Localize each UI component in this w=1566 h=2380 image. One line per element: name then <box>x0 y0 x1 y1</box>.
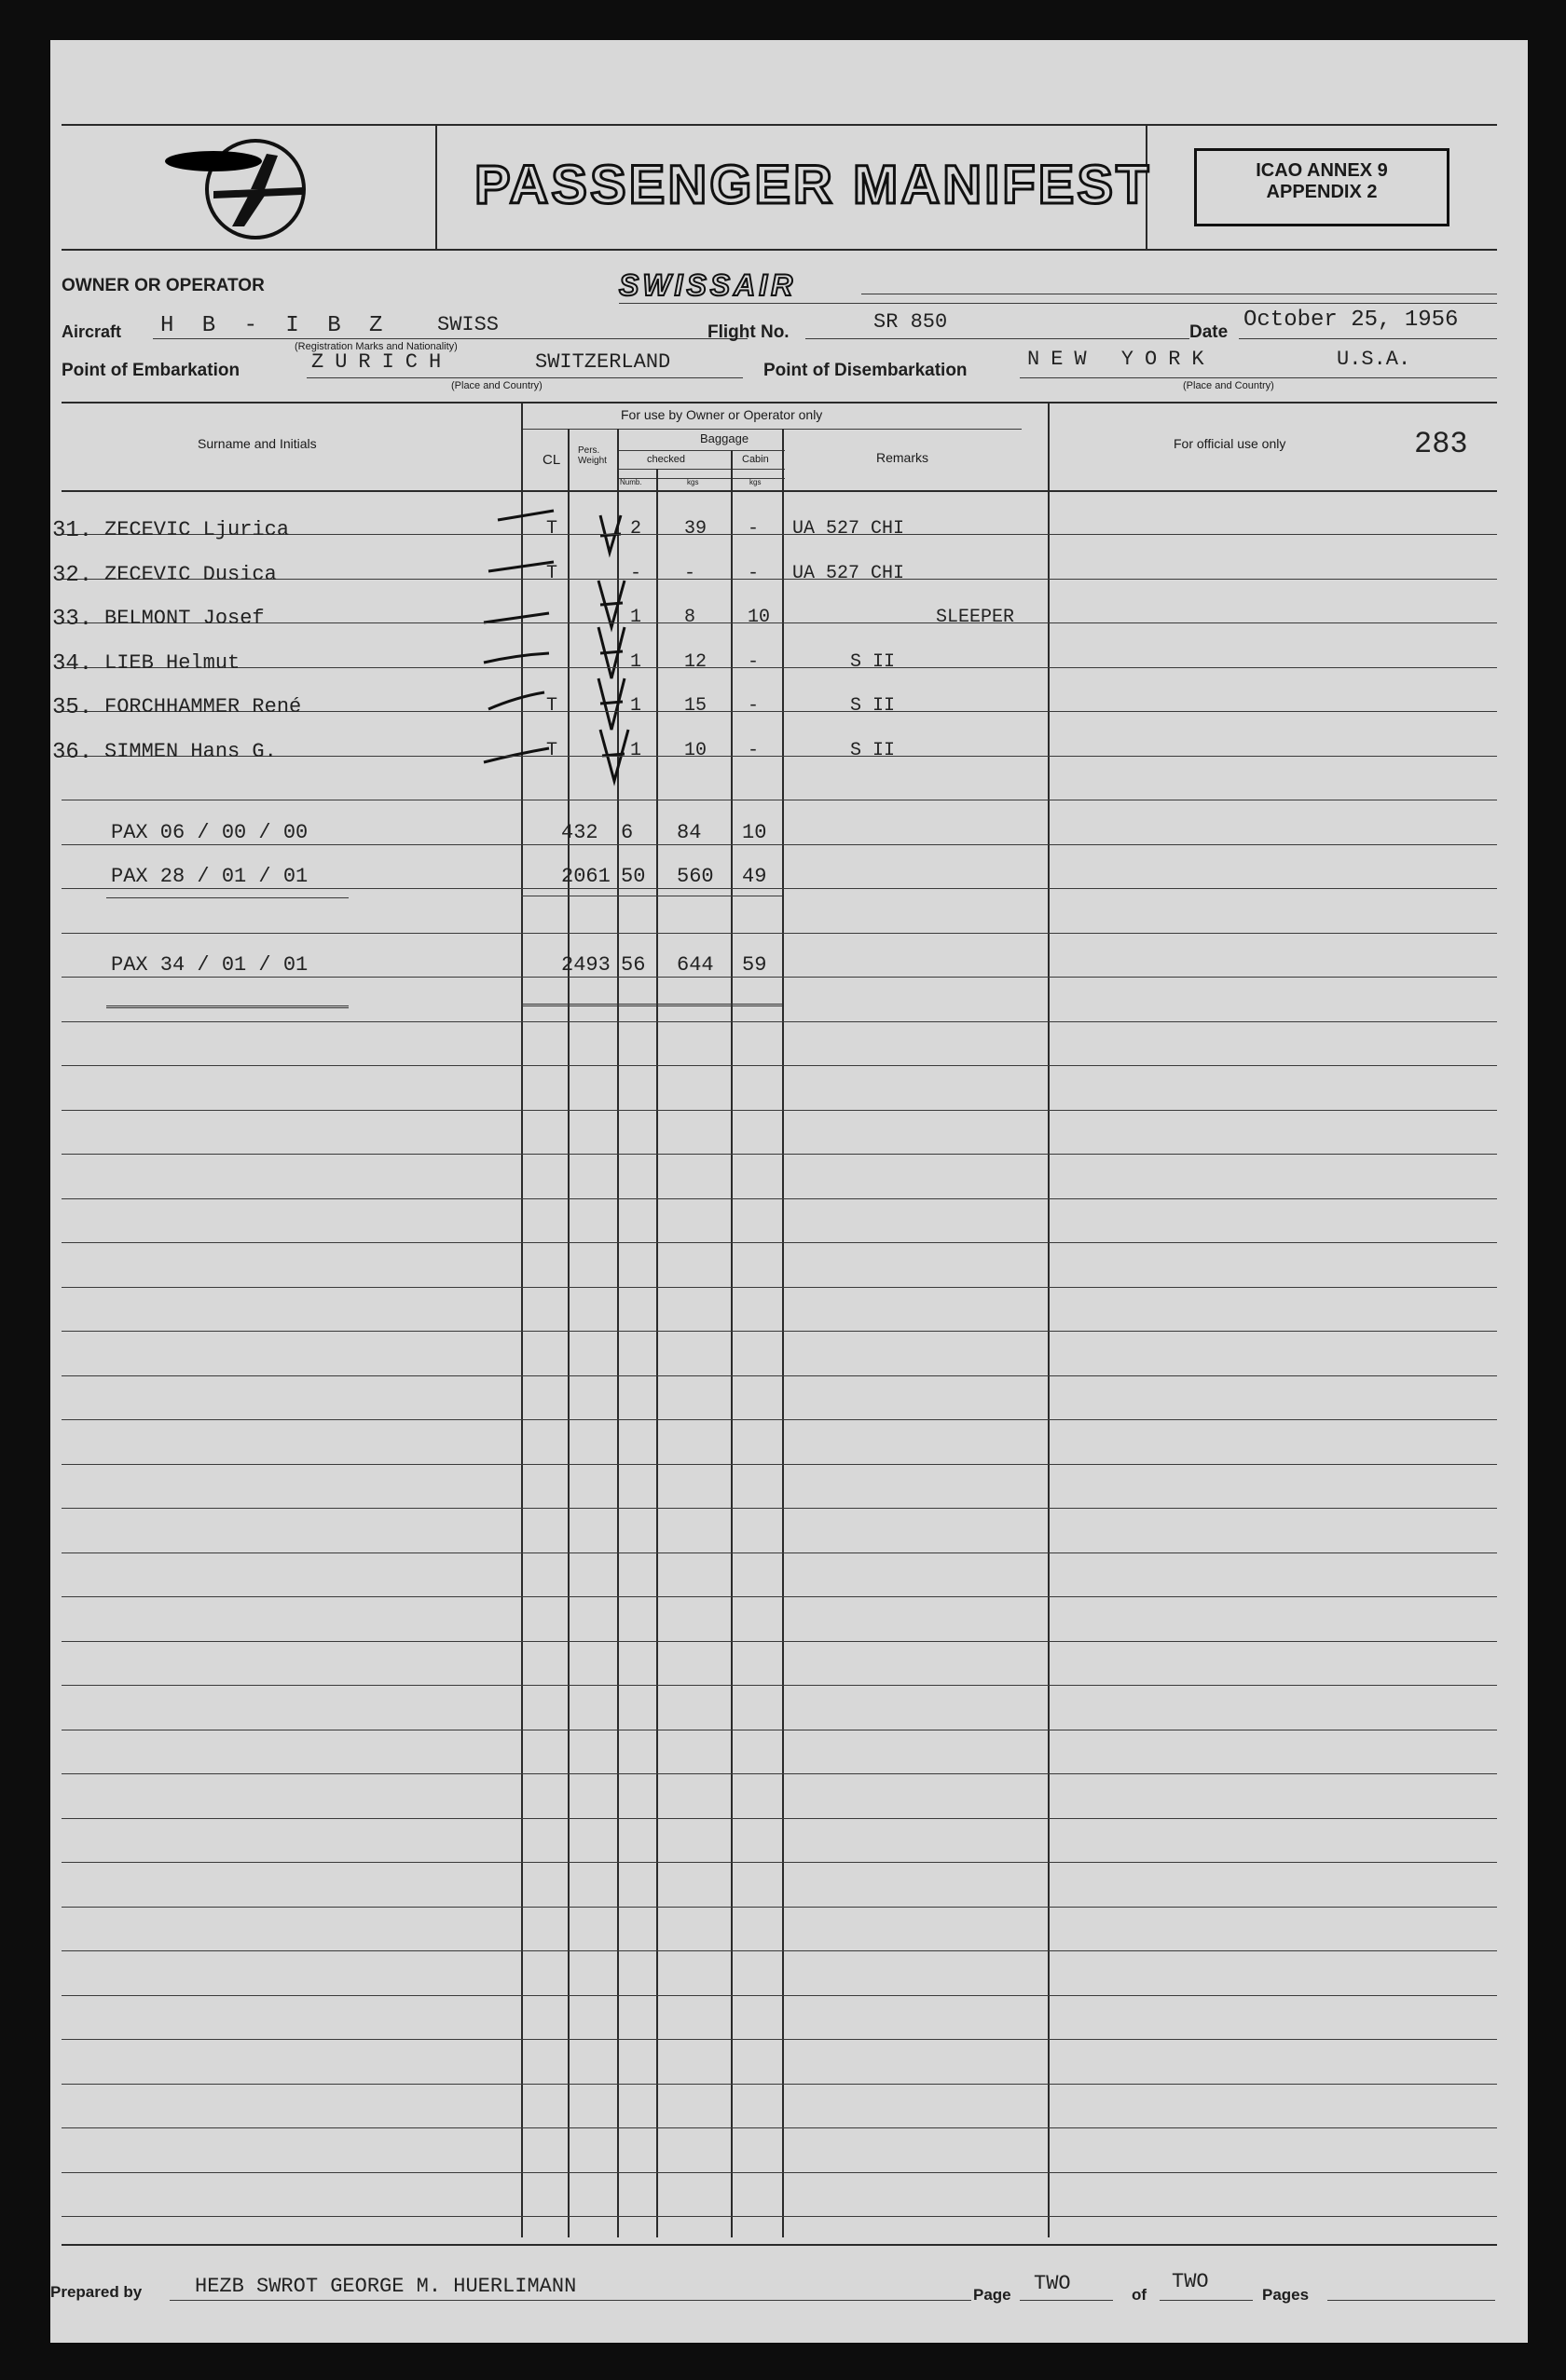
ruled-line <box>62 1773 1497 1774</box>
disembarkation-city: NEW YORK <box>1027 348 1216 371</box>
disembarkation-country: U.S.A. <box>1337 348 1411 371</box>
ruled-line <box>62 1065 1497 1066</box>
official-use-header: For official use only <box>1174 436 1286 451</box>
aircraft-registration: H B - I B Z <box>160 313 391 338</box>
manifest-page <box>50 40 1528 2343</box>
prepared-by-label: Prepared by <box>50 2283 143 2301</box>
grand-total-underline-1 <box>106 1005 349 1008</box>
totals-numb: 6 <box>621 821 634 844</box>
totals-weight: 432 <box>561 821 598 844</box>
operator-name: SWISSAIR <box>619 268 797 302</box>
ruled-line <box>62 1596 1497 1597</box>
passenger-name: LIEB Helmut <box>104 650 240 675</box>
ruled-line <box>62 1995 1497 1996</box>
totals-cabin: 10 <box>742 821 767 844</box>
totals-label: PAX 34 / 01 / 01 <box>111 953 309 977</box>
passenger-name: ZECEVIC Dusica <box>104 562 277 586</box>
passenger-row <box>50 688 1523 729</box>
pers-label: Pers. <box>578 445 600 456</box>
ruled-line <box>62 1375 1497 1376</box>
passenger-number: 33. <box>52 607 93 632</box>
passenger-class: T <box>546 518 558 540</box>
ruled-line <box>62 2172 1497 2173</box>
baggage-kgs: 15 <box>684 695 707 717</box>
total-line <box>1160 2300 1253 2301</box>
totals-weight: 2493 <box>561 953 611 977</box>
disembark-sublabel: (Place and Country) <box>1183 380 1274 391</box>
passenger-row <box>50 644 1523 685</box>
header-divider-left <box>435 124 437 249</box>
passenger-number: 36. <box>52 739 93 765</box>
checked-header: checked <box>647 454 685 465</box>
header-separator <box>62 490 1497 492</box>
ruled-line <box>62 2039 1497 2040</box>
totals-numb: 50 <box>621 865 646 888</box>
prepared-by-name: HEZB SWROT GEORGE M. HUERLIMANN <box>195 2275 577 2298</box>
totals-row <box>50 946 1523 987</box>
owner-operator-label: OWNER OR OPERATOR <box>62 276 265 295</box>
col-pers-weight-header <box>578 445 607 466</box>
ruled-line <box>62 1907 1497 1908</box>
passenger-row <box>50 732 1523 773</box>
document-number: 283 <box>1414 427 1468 461</box>
aircraft-label: Aircraft <box>62 322 122 341</box>
pages-label: Pages <box>1262 2286 1310 2304</box>
ruled-line <box>62 1508 1497 1509</box>
page-label: Page <box>973 2286 1011 2304</box>
numb-header: Numb. <box>620 478 642 486</box>
baggage-numb: 1 <box>630 695 642 717</box>
aircraft-line <box>153 338 748 339</box>
page-line <box>1020 2300 1113 2301</box>
passenger-name: ZECEVIC Ljurica <box>104 518 290 541</box>
ruled-line <box>62 1950 1497 1951</box>
embarkation-label: Point of Embarkation <box>62 361 240 380</box>
page-number: TWO <box>1034 2272 1071 2295</box>
totals-numb: 56 <box>621 953 646 977</box>
embarkation-country: SWITZERLAND <box>535 350 671 374</box>
totals-row <box>50 857 1523 898</box>
col-class-header: CL <box>543 452 561 468</box>
operator-line-2 <box>619 303 1497 304</box>
baggage-numb: 1 <box>630 650 642 673</box>
ruled-line <box>62 2127 1497 2128</box>
prepared-line <box>170 2300 971 2301</box>
date-label: Date <box>1189 322 1229 342</box>
passenger-name: BELMONT Josef <box>104 607 265 630</box>
table-top-rule <box>62 402 1497 404</box>
flight-date: October 25, 1956 <box>1243 308 1459 333</box>
ruled-line <box>62 1287 1497 1288</box>
embark-sublabel: (Place and Country) <box>451 380 543 391</box>
icao-line-2: APPENDIX 2 <box>1266 182 1378 202</box>
ruled-line <box>62 933 1497 934</box>
baggage-numb: 2 <box>630 518 642 540</box>
baggage-numb: 1 <box>630 607 642 628</box>
totals-kgs: 560 <box>677 865 714 888</box>
passenger-row <box>50 555 1523 596</box>
ruled-line <box>62 1641 1497 1642</box>
header-top-rule <box>62 124 1497 126</box>
ruled-line <box>62 2216 1497 2217</box>
date-line <box>1239 338 1497 339</box>
kgs-header: kgs <box>687 478 699 486</box>
passenger-number: 34. <box>52 650 93 677</box>
ruled-line <box>62 1862 1497 1863</box>
ruled-line <box>62 1464 1497 1465</box>
baggage-kgs: 39 <box>684 518 707 540</box>
aircraft-nationality: SWISS <box>437 313 500 336</box>
totals-cabin: 49 <box>742 865 767 888</box>
icao-line-1: ICAO ANNEX 9 <box>1256 160 1388 181</box>
cabin-kgs: - <box>748 695 760 717</box>
cabin-header: Cabin <box>742 454 769 465</box>
remarks: S II <box>850 739 896 761</box>
totals-kgs: 84 <box>677 821 702 844</box>
remarks: UA 527 CHI <box>792 518 905 540</box>
ruled-line <box>62 1685 1497 1686</box>
remarks: SLEEPER <box>936 607 1015 628</box>
passenger-row <box>50 511 1523 552</box>
totals-weight: 2061 <box>561 865 611 888</box>
form-title: PASSENGER MANIFEST <box>474 155 1152 215</box>
header-bottom-rule <box>62 249 1497 251</box>
totals-kgs: 644 <box>677 953 714 977</box>
disembarkation-label: Point of Disembarkation <box>763 361 968 380</box>
totals-label: PAX 28 / 01 / 01 <box>111 865 309 888</box>
ruled-line <box>62 1198 1497 1199</box>
weight-label: Weight <box>578 456 607 466</box>
totals-label: PAX 06 / 00 / 00 <box>111 821 309 844</box>
ruled-line <box>62 1552 1497 1553</box>
baggage-kgs: - <box>684 562 696 584</box>
baggage-header: Baggage <box>700 431 749 445</box>
flight-number: SR 850 <box>873 310 948 334</box>
ruled-line <box>62 1110 1497 1111</box>
ruled-line <box>62 1021 1497 1022</box>
ruled-line <box>62 1154 1497 1155</box>
baggage-kgs: 12 <box>684 650 707 673</box>
embarkation-city: ZURICH <box>311 350 453 374</box>
cabin-kgs-header: kgs <box>749 478 762 486</box>
flight-line <box>805 338 1189 339</box>
owner-use-header: For use by Owner or Operator only <box>621 407 823 422</box>
rule-owner <box>521 429 1022 430</box>
ruled-line <box>62 1818 1497 1819</box>
totals-row <box>50 814 1523 855</box>
passenger-number: 31. <box>52 518 93 543</box>
passenger-class: T <box>546 695 558 717</box>
table-bottom-rule <box>62 2244 1497 2246</box>
cabin-kgs: 10 <box>748 607 771 628</box>
baggage-numb: 1 <box>630 739 642 761</box>
rule-checked <box>617 469 785 470</box>
cabin-kgs: - <box>748 650 760 673</box>
embark-line <box>307 377 743 378</box>
flight-no-label: Flight No. <box>707 322 790 342</box>
cabin-kgs: - <box>748 518 760 540</box>
remarks: UA 527 CHI <box>792 562 905 584</box>
remarks: S II <box>850 650 896 673</box>
ruled-line <box>62 1331 1497 1332</box>
baggage-kgs: 10 <box>684 739 707 761</box>
passenger-class: T <box>546 562 558 584</box>
baggage-numb: - <box>630 562 642 584</box>
passenger-name: SIMMEN Hans G. <box>104 739 277 763</box>
ruled-line <box>62 1419 1497 1420</box>
remarks: S II <box>850 695 896 717</box>
ruled-line <box>62 1242 1497 1243</box>
passenger-number: 32. <box>52 562 93 588</box>
passenger-number: 35. <box>52 695 93 720</box>
grand-total-underline-2 <box>521 1004 782 1006</box>
pages-line <box>1327 2300 1495 2301</box>
baggage-kgs: 8 <box>684 607 696 628</box>
col-surname-header: Surname and Initials <box>198 436 317 451</box>
ruled-line <box>62 2084 1497 2085</box>
passenger-row <box>50 599 1523 640</box>
rule-baggage <box>617 450 785 451</box>
cabin-kgs: - <box>748 739 760 761</box>
of-label: of <box>1132 2286 1147 2304</box>
passenger-name: FORCHHAMMER René <box>104 695 302 718</box>
totals-cabin: 59 <box>742 953 767 977</box>
aircraft-sublabel: (Registration Marks and Nationality) <box>295 341 458 352</box>
disembark-line <box>1020 377 1497 378</box>
redaction-mark <box>165 151 262 171</box>
passenger-class: T <box>546 739 558 761</box>
icao-reference-box <box>1194 148 1449 226</box>
airplane-logo-icon <box>162 133 311 245</box>
cabin-kgs: - <box>748 562 760 584</box>
col-remarks-header: Remarks <box>876 450 929 465</box>
page-total: TWO <box>1172 2270 1209 2293</box>
